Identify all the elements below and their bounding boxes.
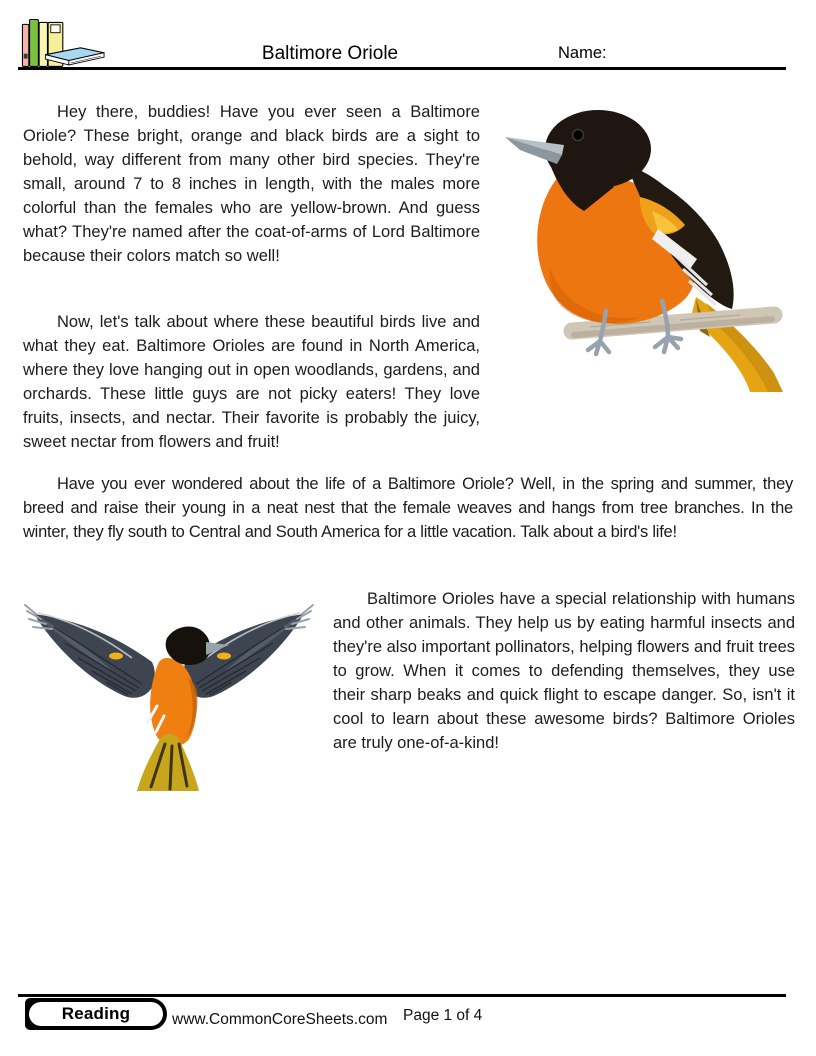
website-text: www.CommonCoreSheets.com	[172, 1011, 388, 1028]
flying-oriole-image	[20, 598, 318, 793]
page-number: Page 1 of 4	[403, 1007, 483, 1024]
perched-oriole-illustration	[500, 107, 790, 392]
subject-badge	[25, 998, 167, 1030]
perched-oriole-image	[500, 107, 790, 392]
paragraph-intro: Hey there, buddies! Have you ever seen a Baltimore Oriole? These bright, orange and black birds are a sight to behold, way different from many other bird species. They're small, around 7 to 8 inches in length, with the males more colorful than the females who are yellow-brown. And guess what? They're named after the coat-of-arms of Lord Baltimore because their colors match so well!	[23, 103, 480, 265]
header-divider	[18, 67, 786, 70]
subject-badge-pill	[29, 1002, 163, 1026]
flying-oriole-illustration	[20, 598, 318, 793]
paragraph-habitat-diet: Now, let's talk about where these beautiful birds live and what they eat. Baltimore Orioles are found in North America, where they love hanging out in open woodlands, gardens, and orchards. These little guys are not picky eaters! They love fruits, insects, and nectar. Their favorite is probably the juicy, sweet nectar from flowers and fruit!	[23, 313, 480, 451]
page-title: Baltimore Oriole	[261, 43, 399, 64]
name-label: Name:	[558, 44, 607, 62]
paragraph-relationships: Baltimore Orioles have a special relationship with humans and other animals. They help us by eating harmful insects and they're also important pollinators, helping flowers and fruit trees to grow. When it comes to defending themselves, they use their sharp beaks and quick flight to escape danger. So, isn't it cool to learn about these awesome birds? Baltimore Orioles are truly one-of-a-kind!	[333, 590, 795, 752]
footer-divider	[18, 994, 786, 997]
subject-badge-label: Reading	[61, 1004, 131, 1023]
paragraph-life-cycle: Have you ever wondered about the life of a Baltimore Oriole? Well, in the spring and summer, they breed and raise their young in a neat nest that the female weaves and hangs from tree branches. In the winter, they fly south to Central and South America for a little vacation. Talk about a bird's life!	[23, 475, 793, 541]
